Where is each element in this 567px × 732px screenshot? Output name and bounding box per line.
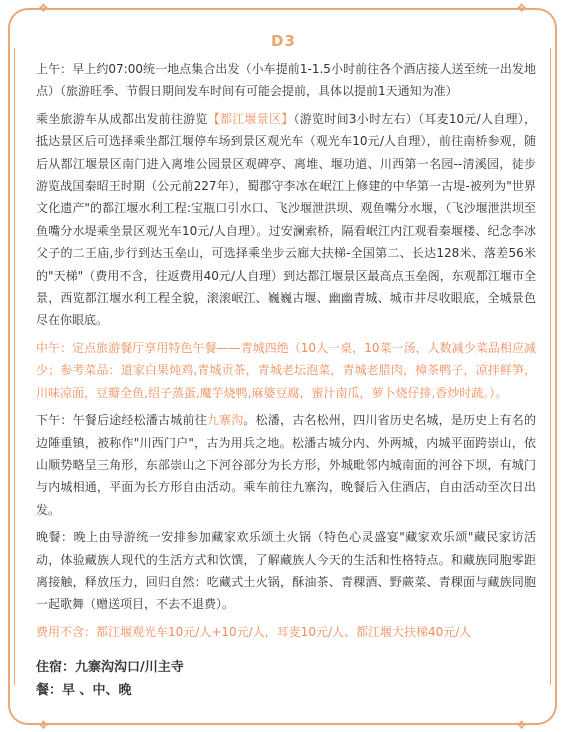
lunch-paragraph: 中午：定点旅游餐厅享用特色午餐——青城四绝（10人一桌，10菜一汤，人数减少菜品相应减少；参考菜品：道家白果炖鸡,青城贡茶，青城老坛泡菜，青城老腊肉，樟茶鸭子，凉拌鲜笋，川味凉面，豆瓣全鱼,绍子蒸蛋,魔芋烧鸭,麻婆豆腐，蜜汁南瓜，萝卜烧仔排,香炒时蔬。）。: [36, 340, 536, 400]
frame-corner-top-right: [531, 8, 557, 34]
frame-corner-bottom-right: [531, 699, 557, 725]
afternoon-text-b: 。松潘，古名松州，四川省历史名城，是历史上有名的边陲重镇，被称作"川西门户"，古为用兵之地。松潘古城分内、外两城，内城平面跨崇山，依山顺势略呈三角形，东部崇山之下河谷部分为长方形，外城毗邻内城南面的河谷下坝，有城门与内城相通，平面为长方形自由活动。乘车前往九寨沟，晚餐后入住酒店，自由活动至次日出发。: [36, 413, 536, 517]
day-title: D3: [271, 32, 296, 50]
jiuzhaigou-highlight: 九寨沟: [206, 413, 244, 428]
morning-departure-paragraph: 上午：早上约07:00统一地点集合出发（小车提前1-1.5小时前往各个酒店接人送至统一出发地点）（旅游旺季、节假日期间发车时间有可能会提前，具体以提前1天通知为准）: [36, 62, 536, 99]
afternoon-text-a: 下午：午餐后途经松潘古城前往: [36, 413, 207, 428]
lodging-meals-block: [36, 656, 536, 702]
frame-bottom-line: [34, 723, 531, 725]
frame-left-line: [8, 34, 10, 699]
lodging-info: 住宿：九寨沟沟口/川主寺: [36, 660, 184, 676]
morning-text-a: 乘坐旅游车从成都出发前往游览: [36, 111, 208, 126]
frame-inner-left-line: [14, 48, 15, 685]
fees-excluded-paragraph: 费用不含：都江堰观光车10元/人+10元/人，耳麦10元/人、都江堰大扶梯40元/人: [36, 624, 472, 639]
ornament-top-right-icon: ❖: [516, 1, 527, 15]
ornament-bottom-right-icon: ❖: [516, 718, 527, 732]
frame-right-line: [555, 34, 557, 699]
afternoon-paragraph: [36, 409, 536, 521]
itinerary-content: [36, 58, 536, 702]
morning-dujiangyan-paragraph: [36, 108, 536, 332]
frame-corner-top-left: [8, 8, 34, 34]
ornament-top-left-icon: ❖: [38, 1, 49, 15]
frame-inner-right-line: [550, 48, 551, 685]
dujiangyan-highlight: 【都江堰景区】: [207, 111, 294, 126]
morning-text-b: （游览时间3小时左右）（耳麦10元/人自理），抵达景区后可选择乘坐都江堰停车场到景区观光车（观光车10元/人自理），前往南桥参观，随后从都江堰景区南门进入离堆公园景区观碑亭、离堆、堰功道、川西第一名园--清溪园，徒步游览战国秦昭王时期（公元前227年），蜀郡守李冰在岷江上修建的中华第一古堤-被列为"世界文化遗产"的都江堰水利工程:宝瓶口引水口、飞沙堰泄洪坝、观鱼嘴分水堰，（飞沙堰泄洪坝至鱼嘴分水堤乘坐景区观光车10元/人自理）。过安澜索桥，隔看岷江内江观看秦堰楼、纪念李冰父子的二王庙,步行到达玉垒山，可选择乘坐步云廊大扶梯-全国第二、长达128米、落差56米的"天梯"（费用不含，往返费用40元/人自理）到达都江堰景区最高点玉垒阁，东观都江堰市全景，西览都江堰水利工程全貌，滚滚岷江、巍巍古堰、幽幽青城、城市井尽收眼底，全城景色尽在你眼底。: [36, 111, 536, 328]
frame-top-line: [34, 8, 531, 10]
evening-paragraph: 晚餐：晚上由导游统一安排参加藏家欢乐颂土火锅（特色心灵盛宴"藏家欢乐颂"藏民家访活动，体验藏族人现代的生活方式和饮馔，了解藏族人今天的生活和性格特点。和藏族同胞零距离接触，释放压力，回归自然：吃藏式土火锅，酥油茶、青稞酒、野蕨菜、青稞面与藏族同胞一起歌舞（赠送项目，不去不退费）。: [36, 530, 536, 612]
ornament-bottom-left-icon: ❖: [38, 718, 49, 732]
meals-info: 餐：早 、中、晚: [36, 683, 132, 699]
frame-corner-bottom-left: [8, 699, 34, 725]
